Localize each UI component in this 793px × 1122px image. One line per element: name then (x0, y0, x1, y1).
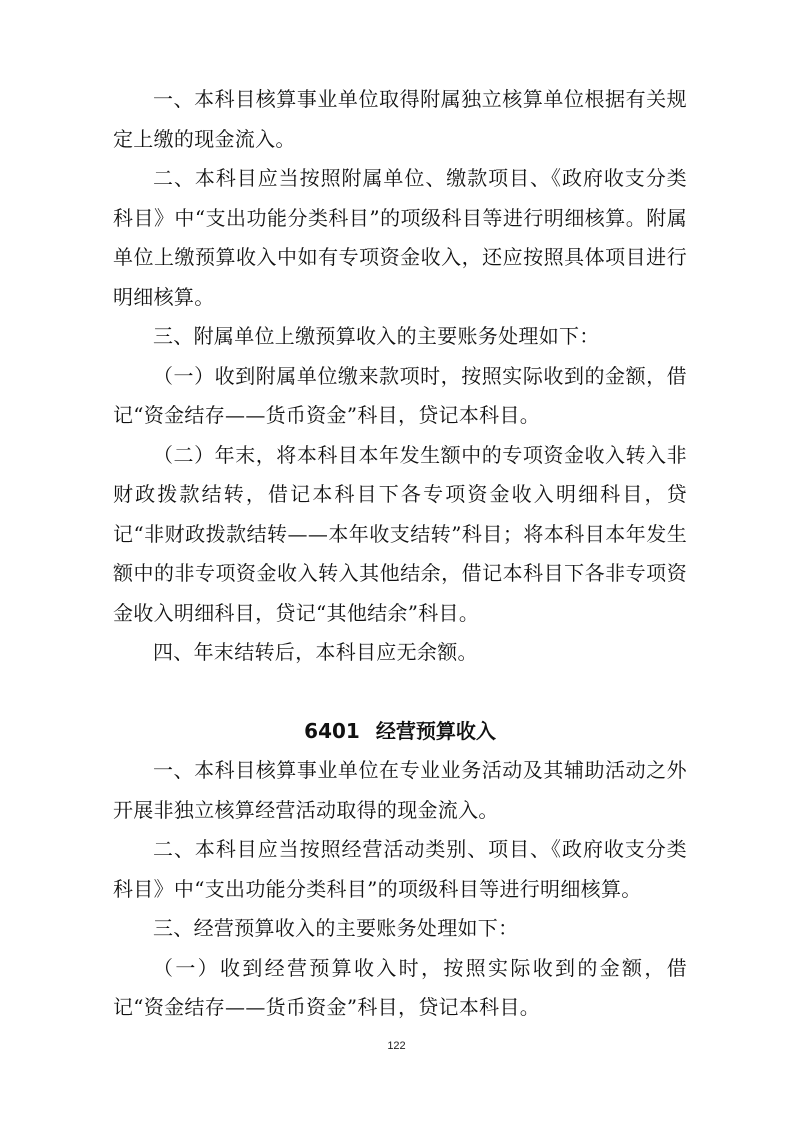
paragraph: 一、本科目核算事业单位在专业业务活动及其辅助活动之外开展非独立核算经营活动取得的现金流入。 (113, 758, 687, 822)
page-body (113, 80, 687, 1028)
page-number: 122 (387, 1040, 406, 1052)
paragraph: 一、本科目核算事业单位取得附属独立核算单位根据有关规定上缴的现金流入。 (113, 87, 687, 151)
section-code: 6401 (304, 718, 360, 743)
paragraph: 三、附属单位上缴预算收入的主要账务处理如下： (153, 324, 600, 348)
paragraph: （一）收到附属单位缴来款项时，按照实际收到的金额，借记“资金结存——货币资金”科目，贷记本科目。 (113, 363, 687, 427)
paragraph: （二）年末，将本科目本年发生额中的专项资金收入转入非财政拨款结转，借记本科目下各专项资金收入明细科目，贷记“非财政拨款结转——本年收支结转”科目；将本科目本年发生额中的非专项资金收入转入其他结余，借记本科目下各非专项资金收入明细科目，贷记“其他结余”科目。 (113, 442, 687, 625)
section-title: 经营预算收入 (375, 718, 496, 743)
paragraph: （一）收到经营预算收入时，按照实际收到的金额，借记“资金结存——货币资金”科目，贷记本科目。 (113, 955, 687, 1019)
paragraph: 三、经营预算收入的主要账务处理如下： (153, 916, 519, 940)
section-heading (113, 712, 687, 752)
paragraph: 二、本科目应当按照经营活动类别、项目、《政府收支分类科目》中“支出功能分类科目”的项级科目等进行明细核算。 (113, 837, 687, 901)
paragraph: 四、年末结转后，本科目应无余额。 (153, 640, 478, 664)
paragraph: 二、本科目应当按照附属单位、缴款项目、《政府收支分类科目》中“支出功能分类科目”的项级科目等进行明细核算。附属单位上缴预算收入中如有专项资金收入，还应按照具体项目进行明细核算。 (113, 166, 687, 309)
